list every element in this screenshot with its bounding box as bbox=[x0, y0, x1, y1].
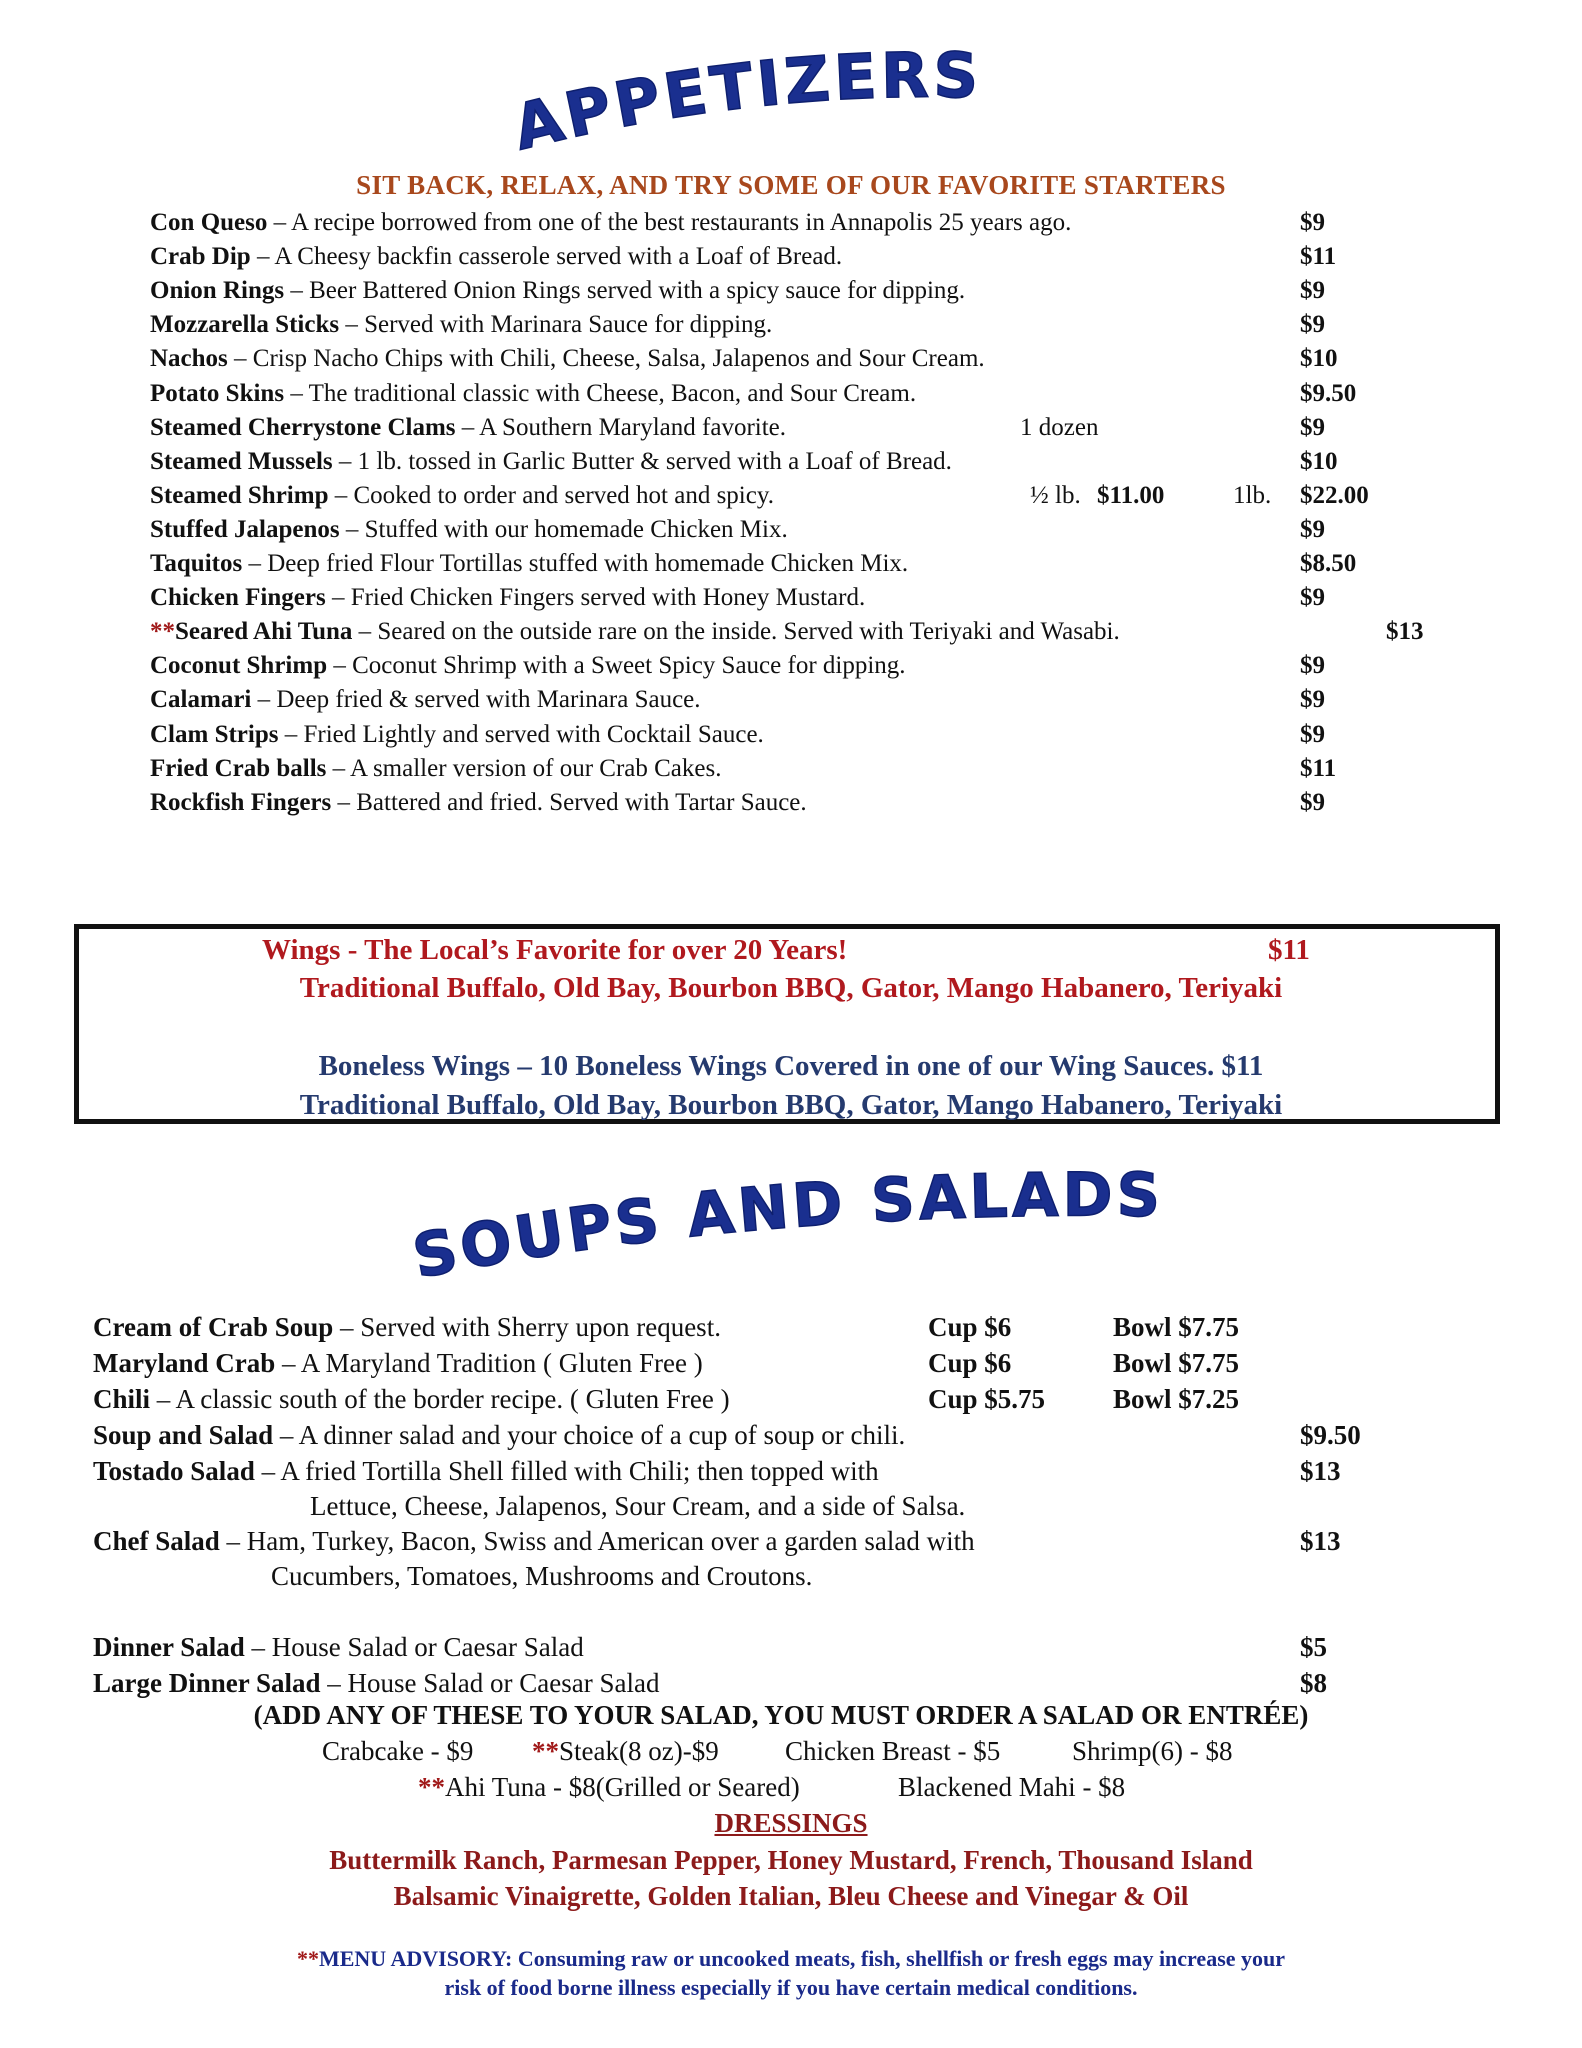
soup-row bbox=[93, 1381, 1493, 1417]
boneless-wings-title: Boneless Wings – 10 Boneless Wings Covered in one of our Wing Sauces. $11 bbox=[318, 1050, 1264, 1082]
appetizer-price: $9 bbox=[1300, 584, 1325, 612]
appetizer-desc: – The traditional classic with Cheese, Bacon, and Sour Cream. bbox=[284, 379, 917, 407]
cup-price: Cup $5.75 bbox=[928, 1384, 1046, 1414]
appetizer-name: Nachos bbox=[150, 345, 228, 373]
appetizer-desc: – A Cheesy backfin casserole served with a Loaf of Bread. bbox=[250, 243, 843, 271]
appetizers-title: APPETIZERS bbox=[506, 38, 983, 165]
svg-text:SOUPS AND SALADS bbox=[408, 1160, 1165, 1292]
soup-and-salad-price: $9.50 bbox=[1300, 1420, 1361, 1450]
appetizer-price: $9 bbox=[1300, 277, 1325, 305]
appetizer-name: Clam Strips bbox=[150, 720, 279, 748]
soup-name: Cream of Crab Soup bbox=[93, 1312, 334, 1342]
svg-text:APPETIZERS bbox=[506, 39, 982, 165]
addon-chicken: Chicken Breast - $5 bbox=[785, 1736, 1001, 1766]
soup-desc: – Served with Sherry upon request. bbox=[333, 1312, 721, 1342]
appetizer-row bbox=[150, 513, 1450, 547]
appetizer-name: Fried Crab balls bbox=[150, 754, 327, 782]
appetizer-price: $9 bbox=[1300, 515, 1325, 543]
appetizer-price: $10 bbox=[1300, 345, 1338, 373]
bowl-price: Bowl $7.75 bbox=[1113, 1348, 1240, 1378]
boneless-wings-sauces: Traditional Buffalo, Old Bay, Bourbon BBQ, Gator, Mango Habanero, Teriyaki bbox=[299, 1089, 1283, 1121]
soup-name: Chili bbox=[93, 1384, 151, 1414]
tostado-salad-row: Tostado Salad – A fried Tortilla Shell filled with Chili; then topped with $13 bbox=[93, 1453, 1493, 1489]
appetizer-desc: – Deep fried Flour Tortillas stuffed with homemade Chicken Mix. bbox=[242, 550, 909, 577]
large-dinner-salad-price: $8 bbox=[1300, 1668, 1327, 1698]
chef-salad-price: $13 bbox=[1300, 1526, 1341, 1556]
appetizer-row bbox=[150, 342, 1450, 376]
soup-desc: – A classic south of the border recipe. ( Gluten Free ) bbox=[150, 1384, 730, 1414]
appetizer-desc: – Beer Battered Onion Rings served with a spicy sauce for dipping. bbox=[284, 277, 966, 305]
appetizer-desc: – Fried Chicken Fingers served with Honey Mustard. bbox=[325, 584, 866, 612]
appetizer-price: $9 bbox=[1300, 788, 1325, 816]
appetizer-desc: – Served with Marinara Sauce for dipping. bbox=[339, 311, 773, 339]
addons-header: (ADD ANY OF THESE TO YOUR SALAD, YOU MUST ORDER A SALAD OR ENTRÉE) bbox=[253, 1700, 1309, 1730]
appetizer-desc: – Fried Lightly and served with Cocktail Sauce. bbox=[278, 720, 764, 748]
appetizer-price: $9.50 bbox=[1300, 379, 1357, 407]
appetizers-tagline: SIT BACK, RELAX, AND TRY SOME OF OUR FAVORITE STARTERS bbox=[356, 170, 1226, 200]
appetizer-desc: – A smaller version of our Crab Cakes. bbox=[326, 754, 722, 782]
appetizer-price: $9 bbox=[1300, 413, 1325, 441]
appetizer-desc: – Seared on the outside rare on the inside. Served with Teriyaki and Wasabi. bbox=[352, 618, 1120, 646]
wings-title: Wings - The Local’s Favorite for over 20 Years! bbox=[262, 934, 848, 966]
soup-desc: – A Maryland Tradition ( Gluten Free ) bbox=[275, 1348, 703, 1378]
appetizer-row: **Seared Ahi Tuna – Seared on the outside rare on the inside. Served with Teriyaki and Wasabi. $13 bbox=[150, 615, 1450, 649]
appetizer-row bbox=[150, 308, 1450, 342]
appetizer-name: Rockfish Fingers bbox=[150, 788, 332, 816]
appetizer-desc: – Stuffed with our homemade Chicken Mix. bbox=[339, 515, 788, 543]
appetizer-desc: – 1 lb. tossed in Garlic Butter & served with a Loaf of Bread. bbox=[332, 447, 952, 475]
addon-crabcake: Crabcake - $9 bbox=[322, 1736, 474, 1766]
dinner-salad-row: Dinner Salad – House Salad or Caesar Salad $5 bbox=[93, 1629, 1493, 1665]
appetizer-row bbox=[150, 377, 1450, 411]
appetizer-name: Taquitos bbox=[150, 550, 243, 577]
appetizer-name: Steamed Cherrystone Clams bbox=[150, 413, 456, 441]
appetizer-price: $9 bbox=[1300, 209, 1325, 236]
soup-row bbox=[93, 1345, 1493, 1381]
appetizer-name: Mozzarella Sticks bbox=[150, 311, 340, 339]
appetizer-row bbox=[150, 547, 1450, 581]
appetizer-desc: – Battered and fried. Served with Tartar Sauce. bbox=[331, 788, 807, 816]
appetizer-price: $9 bbox=[1300, 686, 1325, 714]
appetizer-desc: – A recipe borrowed from one of the best restaurants in Annapolis 25 years ago. bbox=[267, 209, 1072, 236]
appetizer-desc: – Cooked to order and served hot and spicy. bbox=[328, 481, 774, 509]
soup-name: Maryland Crab bbox=[93, 1348, 276, 1378]
chef-salad-row: Chef Salad – Ham, Turkey, Bacon, Swiss and American over a garden salad with $13 bbox=[93, 1523, 1493, 1559]
appetizer-name: Crab Dip bbox=[150, 243, 251, 271]
appetizer-price: $11 bbox=[1300, 754, 1337, 782]
soup-row bbox=[93, 1309, 1493, 1345]
addon-steak: Steak(8 oz)-$9 bbox=[559, 1736, 719, 1766]
dinner-salad-price: $5 bbox=[1300, 1632, 1327, 1662]
appetizer-name: Steamed Shrimp bbox=[150, 481, 329, 509]
appetizer-price: $10 bbox=[1300, 447, 1338, 475]
appetizer-price: $9 bbox=[1300, 720, 1325, 748]
appetizer-name: Coconut Shrimp bbox=[150, 652, 328, 680]
wings-price: $11 bbox=[1268, 934, 1310, 966]
appetizer-row bbox=[150, 445, 1450, 479]
appetizer-price: $9 bbox=[1300, 652, 1325, 680]
cup-price: Cup $6 bbox=[928, 1312, 1012, 1342]
appetizer-name: Con Queso bbox=[150, 209, 268, 236]
appetizer-price: $13 bbox=[1386, 618, 1424, 646]
dressings-line-2: Balsamic Vinaigrette, Golden Italian, Bleu Cheese and Vinegar & Oil bbox=[393, 1881, 1189, 1911]
full-lb-price: $22.00 bbox=[1300, 481, 1369, 509]
dressings-title: DRESSINGS bbox=[714, 1808, 868, 1838]
appetizer-name: Steamed Mussels bbox=[150, 447, 333, 475]
appetizer-name: Stuffed Jalapenos bbox=[150, 515, 340, 543]
appetizer-desc: – Deep fried & served with Marinara Sauce. bbox=[251, 686, 701, 714]
menu-advisory-line-1: **MENU ADVISORY: Consuming raw or uncooked meats, fish, shellfish or fresh eggs may increase your bbox=[296, 1946, 1286, 1971]
appetizer-row bbox=[150, 649, 1450, 683]
appetizer-row bbox=[150, 206, 1450, 240]
appetizer-name: Chicken Fingers bbox=[150, 584, 326, 612]
appetizer-desc: – A Southern Maryland favorite. bbox=[455, 413, 787, 441]
addon-ahi-tuna: Ahi Tuna - $8(Grilled or Seared) bbox=[445, 1772, 800, 1802]
bowl-price: Bowl $7.75 bbox=[1113, 1312, 1240, 1342]
tostado-salad-desc2: Lettuce, Cheese, Jalapenos, Sour Cream, and a side of Salsa. bbox=[310, 1491, 966, 1521]
appetizer-price: $11 bbox=[1300, 243, 1337, 271]
appetizer-name: Onion Rings bbox=[150, 277, 285, 305]
appetizer-row bbox=[150, 411, 1450, 445]
chef-salad-desc2: Cucumbers, Tomatoes, Mushrooms and Croutons. bbox=[271, 1561, 813, 1591]
menu-advisory-line-2: risk of food borne illness especially if you have certain medical conditions. bbox=[444, 1975, 1138, 2000]
bowl-price: Bowl $7.25 bbox=[1113, 1384, 1240, 1414]
appetizer-row bbox=[150, 752, 1450, 786]
appetizer-row: Steamed Shrimp – Cooked to order and served hot and spicy. ½ lb. $11.00 1lb. $22.00 bbox=[150, 479, 1450, 513]
cup-price: Cup $6 bbox=[928, 1348, 1012, 1378]
appetizer-desc: – Coconut Shrimp with a Sweet Spicy Sauce for dipping. bbox=[327, 652, 906, 680]
appetizer-row bbox=[150, 683, 1450, 717]
appetizer-name: Calamari bbox=[150, 686, 252, 714]
appetizer-name: Seared Ahi Tuna bbox=[175, 618, 353, 646]
large-dinner-salad-row: Large Dinner Salad – House Salad or Caesar Salad $8 bbox=[93, 1665, 1493, 1701]
appetizer-price: $9 bbox=[1300, 311, 1325, 339]
wings-sauces: Traditional Buffalo, Old Bay, Bourbon BBQ, Gator, Mango Habanero, Teriyaki bbox=[299, 972, 1283, 1004]
appetizer-row bbox=[150, 240, 1450, 274]
dressings-line-1: Buttermilk Ranch, Parmesan Pepper, Honey Mustard, French, Thousand Island bbox=[329, 1845, 1253, 1875]
appetizer-extra: 1 dozen bbox=[1020, 413, 1099, 441]
addon-mahi: Blackened Mahi - $8 bbox=[898, 1772, 1126, 1802]
appetizer-row bbox=[150, 786, 1450, 820]
appetizer-row bbox=[150, 718, 1450, 752]
appetizer-name: Potato Skins bbox=[150, 379, 285, 407]
appetizer-price: $8.50 bbox=[1300, 550, 1357, 577]
appetizer-row bbox=[150, 274, 1450, 308]
addon-shrimp: Shrimp(6) - $8 bbox=[1072, 1736, 1233, 1766]
soups-title: SOUPS AND SALADS bbox=[407, 1160, 1165, 1293]
half-lb-price: $11.00 bbox=[1097, 481, 1165, 509]
appetizer-desc: – Crisp Nacho Chips with Chili, Cheese, Salsa, Jalapenos and Sour Cream. bbox=[227, 345, 985, 373]
appetizer-row bbox=[150, 581, 1450, 615]
tostado-salad-price: $13 bbox=[1300, 1456, 1341, 1486]
soup-and-salad-row: Soup and Salad – A dinner salad and your choice of a cup of soup or chili. $9.50 bbox=[93, 1417, 1493, 1453]
